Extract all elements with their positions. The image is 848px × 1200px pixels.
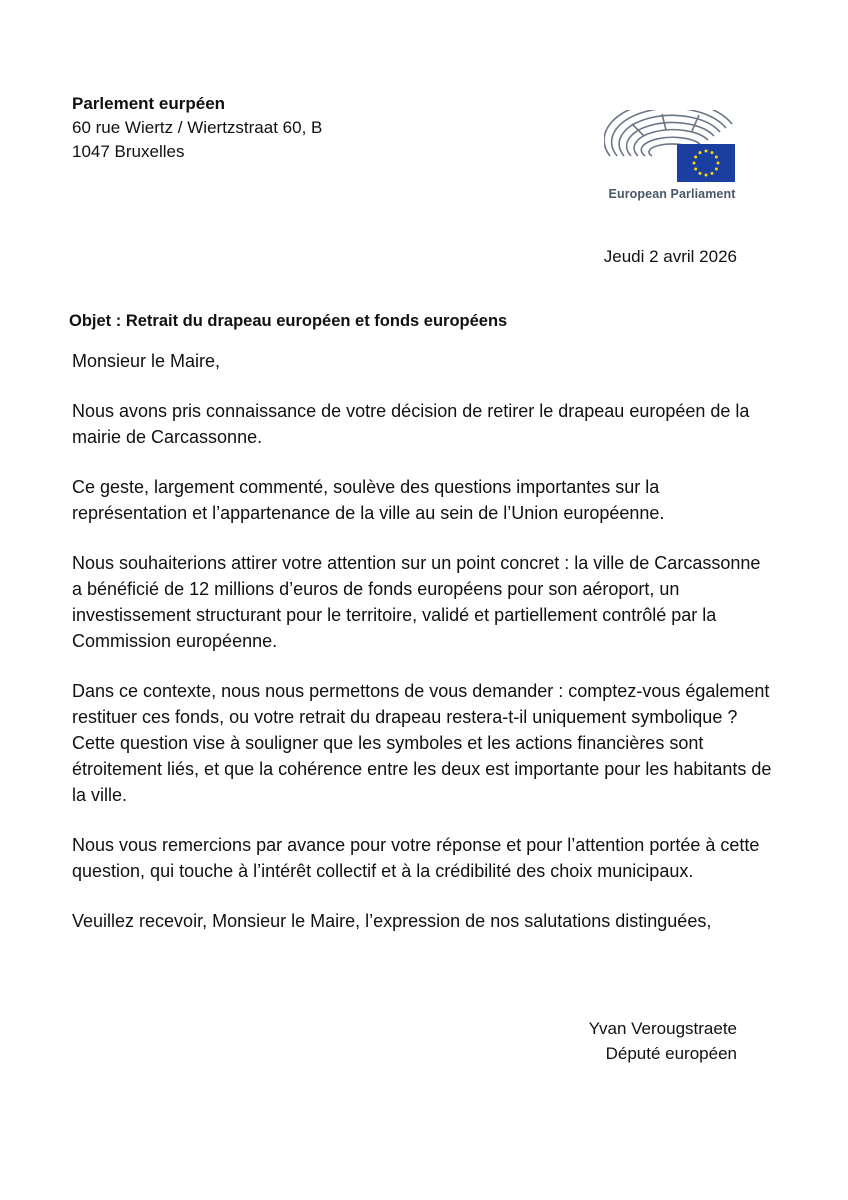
paragraph: Ce geste, largement commenté, soulève des questions importantes sur la représentation et l’appartenance de la ville au sein de l’Union européenne. — [72, 477, 665, 523]
eu-star-icon — [711, 151, 714, 154]
signature-block — [589, 1016, 737, 1066]
paragraph: Nous souhaiterions attirer votre attention sur un point concret : la ville de Carcassonne a bénéficié de 12 millions d’euros de fonds européens pour son aéroport, un investissement structurant pour le territoire, validé et partiellement contrôlé par la Commission européenne. — [72, 553, 761, 651]
eu-star-icon — [694, 168, 697, 171]
eu-star-icon — [717, 162, 720, 165]
logo-caption: European Parliament — [608, 187, 736, 201]
letter-date: Jeudi 2 avril 2026 — [603, 247, 737, 266]
eu-star-icon — [715, 156, 718, 159]
eu-star-icon — [711, 172, 714, 175]
paragraph: Dans ce contexte, nous nous permettons de vous demander : comptez-vous également restituer ces fonds, ou votre retrait du drapeau restera-t-il uniquement symbolique ? Cette question vise à souligner que les symboles et les actions financières sont étroitement liés, et que la cohérence entre les deux est importante pour les habitants de la ville. — [72, 681, 772, 805]
closing-paragraph: Veuillez recevoir, Monsieur le Maire, l’expression de nos salutations distinguées, — [72, 911, 712, 931]
sender-name: Parlement eurpéen — [72, 94, 226, 113]
letter-subject: Objet : Retrait du drapeau européen et fonds européens — [69, 312, 508, 330]
eu-star-icon — [694, 156, 697, 159]
sender-address-line2: 1047 Bruxelles — [72, 142, 185, 161]
signatory-name: Yvan Verougstraete — [588, 1019, 737, 1038]
sender-block — [72, 92, 322, 164]
eu-star-icon — [705, 174, 708, 177]
signatory-title: Député européen — [605, 1044, 737, 1063]
letter-body — [72, 348, 772, 934]
eu-star-icon — [705, 150, 708, 153]
paragraph: Nous avons pris connaissance de votre décision de retirer le drapeau européen de la mairie de Carcassonne. — [72, 401, 750, 447]
sender-address-line1: 60 rue Wiertz / Wiertzstraat 60, B — [72, 118, 323, 137]
salutation: Monsieur le Maire, — [72, 351, 221, 371]
paragraph: Nous vous remercions par avance pour votre réponse et pour l’attention portée à cette question, qui touche à l’intérêt collectif et à la crédibilité des choix municipaux. — [72, 835, 760, 881]
eu-star-icon — [693, 162, 696, 165]
eu-star-icon — [699, 151, 702, 154]
eu-star-icon — [699, 172, 702, 175]
eu-star-icon — [715, 168, 718, 171]
